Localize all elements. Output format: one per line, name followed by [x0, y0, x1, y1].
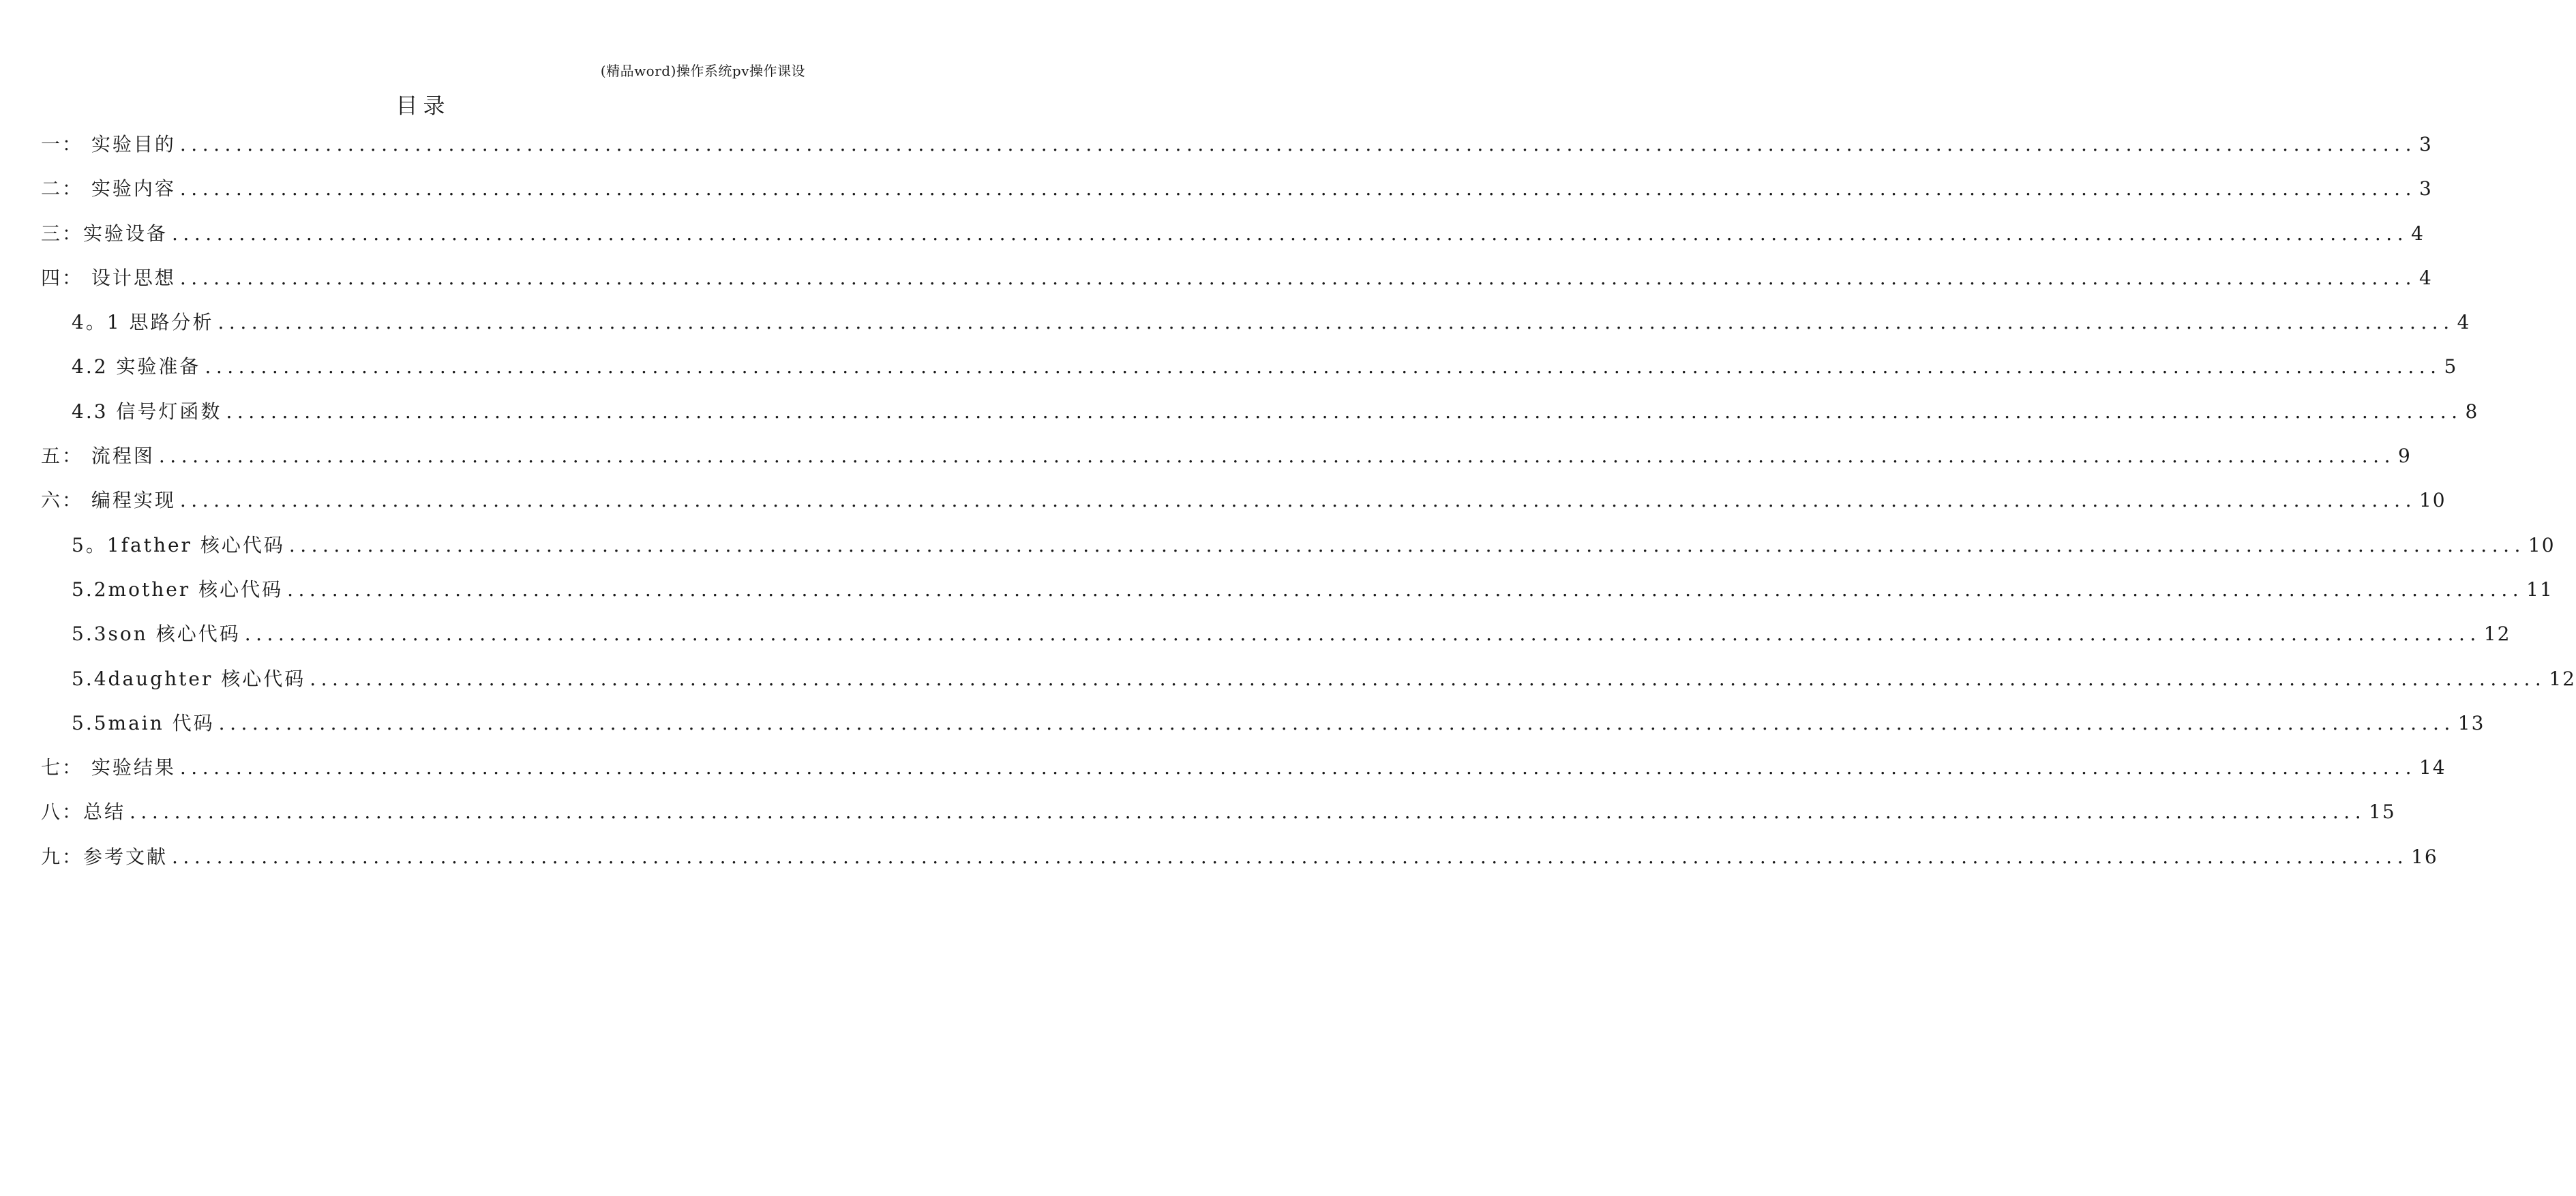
toc-entry-label: 5.5main 代码	[72, 711, 215, 734]
toc-leader-dots: ........................................................................................................................................................................................................	[310, 667, 2547, 690]
toc-leader-dots: ........................................................................................................................................................................................................	[179, 489, 2416, 512]
toc-entry-label: 七： 实验结果	[41, 756, 176, 779]
toc-subentry[interactable]	[41, 575, 2553, 619]
toc-entry-label: 三：实验设备	[41, 222, 168, 245]
toc-entry-label: 八：总结	[41, 801, 126, 824]
toc-entry[interactable]	[41, 753, 2446, 797]
toc-entry-page: 16	[2411, 845, 2438, 868]
toc-entry-page: 14	[2418, 756, 2446, 779]
toc-leader-dots: ........................................................................................................................................................................................................	[226, 400, 2463, 423]
toc-leader-dots: ........................................................................................................................................................................................................	[179, 266, 2416, 289]
toc-subentry[interactable]	[41, 664, 2576, 708]
toc-entry[interactable]	[41, 263, 2433, 308]
toc-entry[interactable]	[41, 130, 2433, 174]
toc-entry-label: 二： 实验内容	[41, 177, 176, 200]
toc-leader-dots: ........................................................................................................................................................................................................	[179, 133, 2416, 155]
toc-entry-page: 12	[2549, 667, 2576, 690]
toc-leader-dots: ........................................................................................................................................................................................................	[218, 311, 2455, 334]
toc-entry-page: 3	[2418, 177, 2433, 200]
toc-entry-label: 4。1 思路分析	[72, 311, 214, 334]
toc-leader-dots: ........................................................................................................................................................................................................	[205, 355, 2442, 378]
toc-leader-dots: ........................................................................................................................................................................................................	[179, 756, 2416, 779]
toc-entry-label: 5.4daughter 核心代码	[72, 667, 306, 690]
toc-entry-page: 11	[2526, 578, 2553, 601]
toc-entry-page: 5	[2444, 355, 2458, 378]
toc-leader-dots: ........................................................................................................................................................................................................	[287, 578, 2524, 601]
toc-entry-page: 13	[2457, 711, 2485, 734]
toc-entry-page: 9	[2397, 445, 2412, 468]
toc-subentry[interactable]	[41, 352, 2458, 396]
toc-entry-page: 15	[2369, 801, 2396, 824]
toc-leader-dots: ........................................................................................................................................................................................................	[244, 623, 2481, 646]
toc-leader-dots: ........................................................................................................................................................................................................	[179, 177, 2416, 200]
toc-subentry[interactable]	[41, 397, 2479, 441]
toc-entry-label: 5.3son 核心代码	[72, 623, 241, 646]
toc-subentry[interactable]	[41, 308, 2471, 352]
toc-subentry[interactable]	[41, 708, 2485, 753]
toc-entry-page: 3	[2418, 133, 2433, 155]
toc-entry-page: 4	[2457, 311, 2471, 334]
toc-entry-page: 10	[2418, 489, 2446, 512]
toc-entry-page: 8	[2465, 400, 2479, 423]
toc-entry-label: 六： 编程实现	[41, 489, 176, 512]
toc-entry[interactable]	[41, 797, 2396, 841]
toc-entry-label: 4.3 信号灯函数	[72, 400, 222, 423]
toc-leader-dots: ........................................................................................................................................................................................................	[130, 801, 2367, 824]
toc-entry[interactable]	[41, 441, 2412, 485]
toc-entry-label: 四： 设计思想	[41, 266, 176, 289]
toc-entry[interactable]	[41, 219, 2425, 263]
toc-leader-dots: ........................................................................................................................................................................................................	[288, 533, 2526, 556]
toc-entry-page: 12	[2483, 623, 2511, 646]
toc-entry-label: 五： 流程图	[41, 445, 155, 468]
page-header: (精品word)操作系统pv操作课设	[600, 63, 805, 79]
toc-entry-label: 九：参考文献	[41, 845, 168, 868]
toc-entry-label: 一： 实验目的	[41, 133, 176, 155]
toc-entry-page: 10	[2528, 533, 2556, 556]
toc-leader-dots: ........................................................................................................................................................................................................	[172, 845, 2409, 868]
toc-entry[interactable]	[41, 842, 2438, 886]
toc-entry-page: 4	[2418, 266, 2433, 289]
toc-subentry[interactable]	[41, 619, 2511, 663]
toc-title: 目录	[395, 93, 451, 119]
toc-entry-label: 5。1father 核心代码	[72, 533, 285, 556]
toc-entry-label: 4.2 实验准备	[72, 355, 201, 378]
toc-leader-dots: ........................................................................................................................................................................................................	[172, 222, 2409, 245]
toc-subentry[interactable]	[41, 530, 2556, 575]
toc-leader-dots: ........................................................................................................................................................................................................	[158, 445, 2395, 468]
toc-entry[interactable]	[41, 174, 2433, 218]
toc-entry-page: 4	[2411, 222, 2425, 245]
table-of-contents	[41, 130, 2576, 886]
toc-entry[interactable]	[41, 485, 2446, 530]
toc-leader-dots: ........................................................................................................................................................................................................	[218, 711, 2455, 734]
toc-entry-label: 5.2mother 核心代码	[72, 578, 284, 601]
